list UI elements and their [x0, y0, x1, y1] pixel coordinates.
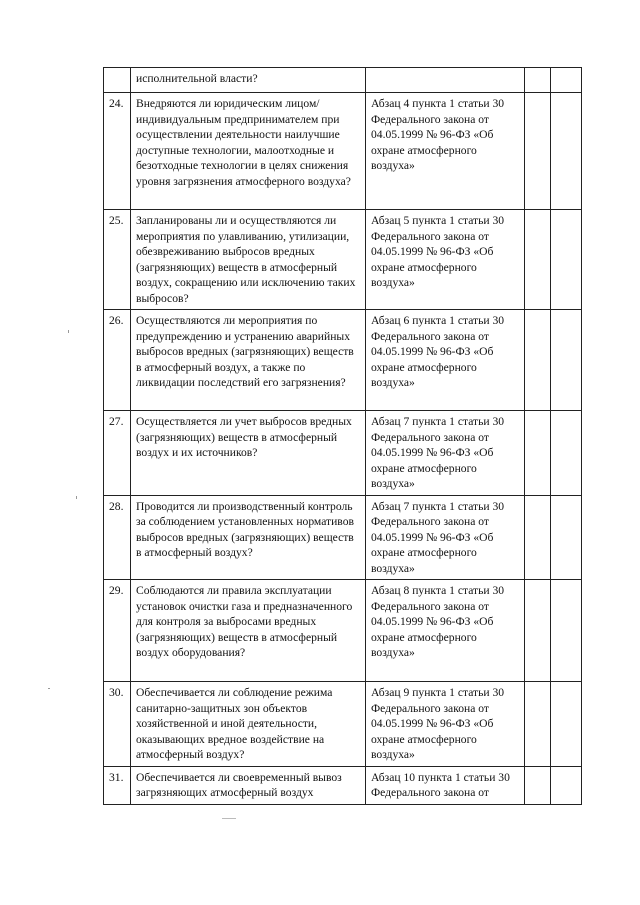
requirement-question: Осуществляются ли мероприятия по предупреждению и устранению аварийных выбросов вредных (загрязняющих) веществ в атмосферный воздух, а также по ликвидации последствий его загрязнения? — [131, 310, 366, 411]
row-number: 30. — [104, 682, 131, 767]
scan-speck — [76, 496, 77, 499]
row-number: 24. — [104, 93, 131, 210]
requirement-question: Осуществляется ли учет выбросов вредных (загрязняющих) веществ в атмосферный воздух и их источников? — [131, 411, 366, 496]
table-row — [104, 495, 582, 580]
legal-reference: Абзац 8 пункта 1 статьи 30 Федерального закона от 04.05.1999 № 96-ФЗ «Об охране атмосферного воздуха» — [366, 580, 525, 682]
note-cell — [551, 411, 582, 496]
scan-speck — [222, 818, 236, 819]
answer-cell — [525, 210, 551, 310]
row-number: 29. — [104, 580, 131, 682]
scan-speck — [48, 688, 50, 689]
requirement-question: Внедряются ли юридическим лицом/индивидуальным предпринимателем при осуществлении деятельности наилучшие доступные технологии, малоотходные и безотходные технологии в целях снижения уровня загрязнения атмосферного воздуха? — [131, 93, 366, 210]
note-cell — [551, 580, 582, 682]
table-row — [104, 682, 582, 767]
legal-reference: Абзац 7 пункта 1 статьи 30 Федерального закона от 04.05.1999 № 96-ФЗ «Об охране атмосферного воздуха» — [366, 411, 525, 496]
requirement-question: Запланированы ли и осуществляются ли мероприятия по улавливанию, утилизации, обезвреживанию выбросов вредных (загрязняющих) веществ в атмосферный воздух, сокращению или исключению таких выбросов? — [131, 210, 366, 310]
requirement-question: Проводится ли производственный контроль за соблюдением установленных нормативов выбросов вредных (загрязняющих) веществ в атмосферный воздух? — [131, 495, 366, 580]
row-number — [104, 68, 131, 93]
note-cell — [551, 766, 582, 804]
note-cell — [551, 310, 582, 411]
note-cell — [551, 210, 582, 310]
answer-cell — [525, 766, 551, 804]
answer-cell — [525, 682, 551, 767]
legal-reference: Абзац 6 пункта 1 статьи 30 Федерального закона от 04.05.1999 № 96-ФЗ «Об охране атмосферного воздуха» — [366, 310, 525, 411]
table-row — [104, 766, 582, 804]
legal-reference: Абзац 9 пункта 1 статьи 30 Федерального закона от 04.05.1999 № 96-ФЗ «Об охране атмосферного воздуха» — [366, 682, 525, 767]
scan-speck — [68, 330, 69, 333]
answer-cell — [525, 68, 551, 93]
table-row — [104, 68, 582, 93]
note-cell — [551, 495, 582, 580]
requirement-question: Обеспечивается ли своевременный вывоз загрязняющих атмосферный воздух — [131, 766, 366, 804]
legal-reference: Абзац 7 пункта 1 статьи 30 Федерального закона от 04.05.1999 № 96-ФЗ «Об охране атмосферного воздуха» — [366, 495, 525, 580]
requirement-question: Соблюдаются ли правила эксплуатации установок очистки газа и предназначенного для контроля за выбросами вредных (загрязняющих) веществ в атмосферный воздух оборудования? — [131, 580, 366, 682]
table-row — [104, 411, 582, 496]
answer-cell — [525, 495, 551, 580]
answer-cell — [525, 93, 551, 210]
row-number: 26. — [104, 310, 131, 411]
table-row — [104, 580, 582, 682]
table-row — [104, 310, 582, 411]
row-number: 28. — [104, 495, 131, 580]
answer-cell — [525, 580, 551, 682]
requirement-question: исполнительной власти? — [131, 68, 366, 93]
checklist-table — [103, 67, 582, 805]
legal-reference — [366, 68, 525, 93]
answer-cell — [525, 411, 551, 496]
legal-reference: Абзац 5 пункта 1 статьи 30 Федерального закона от 04.05.1999 № 96-ФЗ «Об охране атмосферного воздуха» — [366, 210, 525, 310]
note-cell — [551, 93, 582, 210]
row-number: 27. — [104, 411, 131, 496]
legal-reference: Абзац 10 пункта 1 статьи 30 Федерального закона от — [366, 766, 525, 804]
note-cell — [551, 682, 582, 767]
legal-reference: Абзац 4 пункта 1 статьи 30 Федерального закона от 04.05.1999 № 96-ФЗ «Об охране атмосферного воздуха» — [366, 93, 525, 210]
row-number: 31. — [104, 766, 131, 804]
row-number: 25. — [104, 210, 131, 310]
table-row — [104, 93, 582, 210]
note-cell — [551, 68, 582, 93]
requirement-question: Обеспечивается ли соблюдение режима санитарно-защитных зон объектов хозяйственной и иной деятельности, оказывающих вредное воздействие на атмосферный воздух? — [131, 682, 366, 767]
table-row — [104, 210, 582, 310]
answer-cell — [525, 310, 551, 411]
